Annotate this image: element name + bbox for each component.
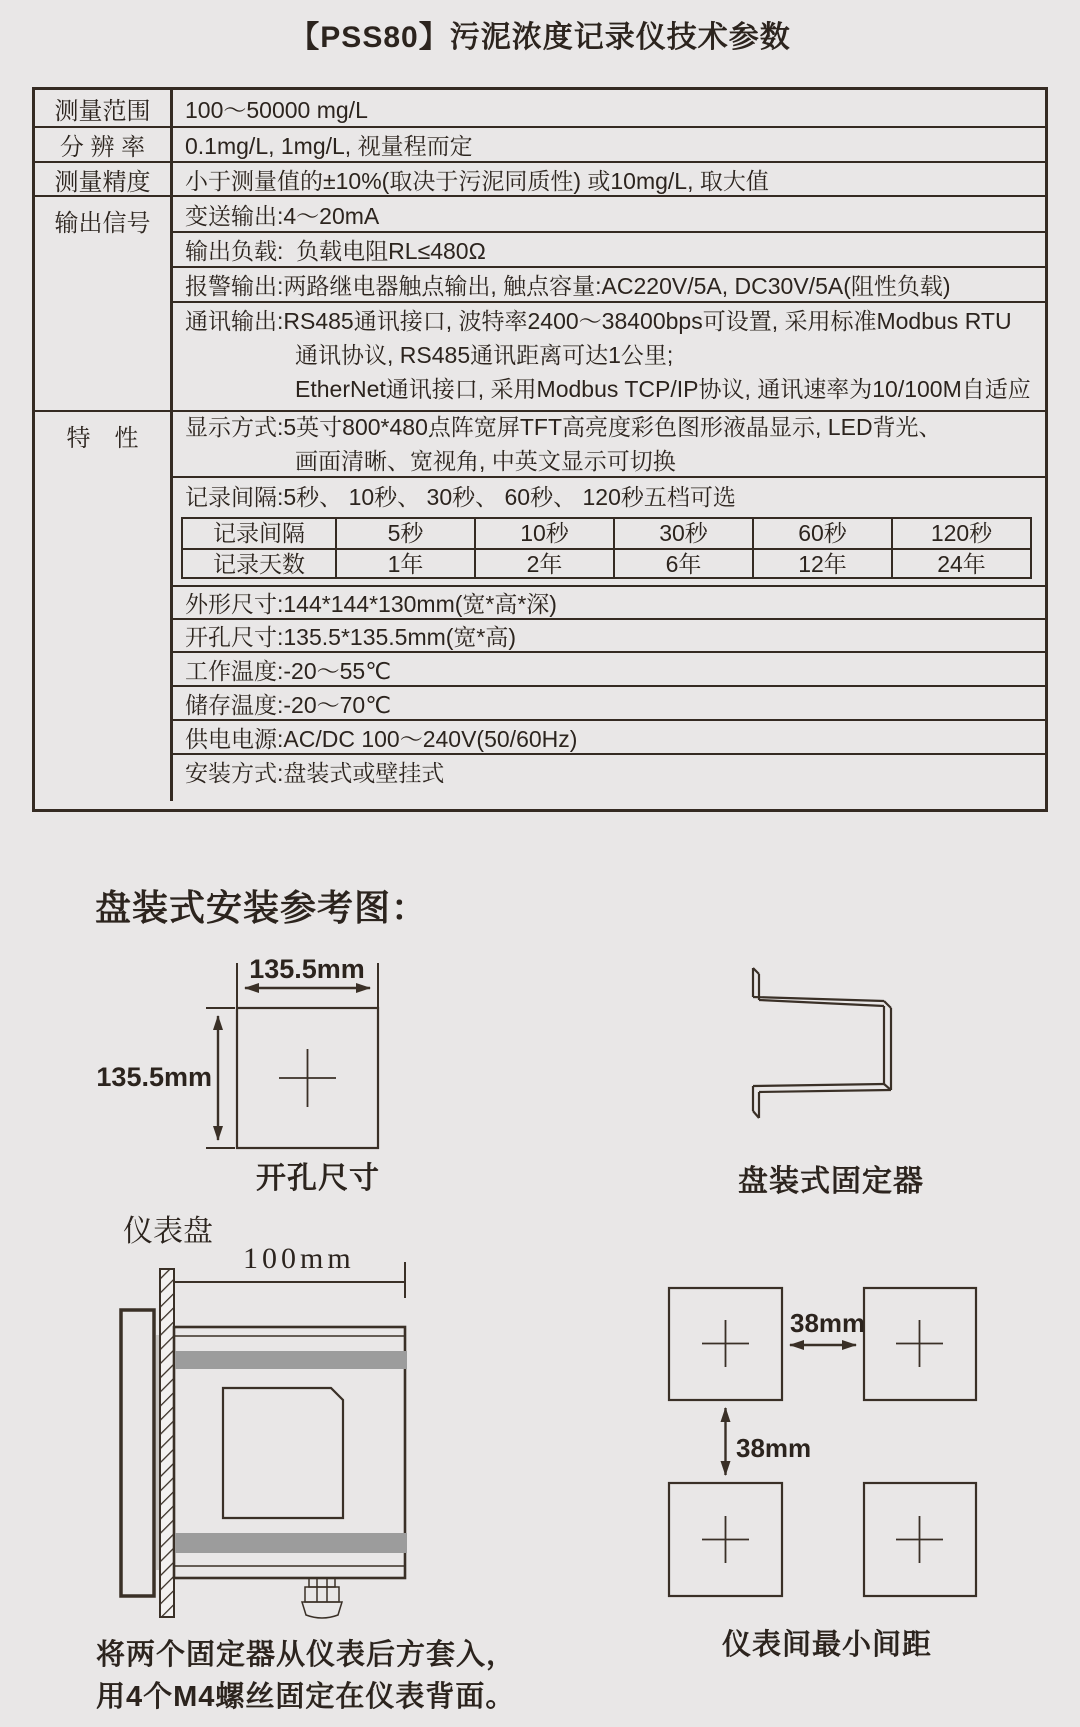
record-days-cell: 1年 bbox=[335, 548, 474, 577]
cutout-caption: 开孔尺寸 bbox=[256, 1162, 380, 1195]
spacing-v-label: 38mm bbox=[736, 1433, 812, 1463]
spec-table bbox=[32, 87, 1048, 812]
spec-row-label-features: 特 性 bbox=[35, 412, 173, 801]
record-header-cell: 5秒 bbox=[335, 519, 474, 548]
comm-line1: 通讯输出:RS485通讯接口, 波特率2400～38400bps可设置, 采用标准Modbus RTU bbox=[185, 307, 1012, 334]
spec-cell-transmit: 变送输出:4～20mA bbox=[185, 202, 380, 229]
record-table bbox=[181, 517, 1032, 579]
table-row bbox=[35, 126, 1045, 161]
spec-cell-cutout: 开孔尺寸:135.5*135.5mm(宽*高) bbox=[173, 618, 1045, 651]
panel-fixer-caption: 盘装式固定器 bbox=[738, 1165, 924, 1198]
page-title: 【PSS80】污泥浓度记录仪技术参数 bbox=[289, 21, 791, 54]
spec-row-label-resolution: 分 辨 率 bbox=[35, 128, 173, 161]
comm-line2: 通讯协议, RS485通讯距离可达1公里; bbox=[295, 341, 674, 368]
output-subrows bbox=[173, 197, 1045, 410]
spec-cell-range: 100～50000 mg/L bbox=[185, 96, 368, 123]
spec-cell-mounting: 安装方式:盘装式或壁挂式 bbox=[173, 753, 1045, 787]
table-row-features bbox=[35, 410, 1045, 801]
spec-row-label-accuracy: 测量精度 bbox=[35, 163, 173, 195]
spec-cell-accuracy: 小于测量值的±10%(取决于污泥同质性) 或10mg/L, 取大值 bbox=[185, 167, 769, 194]
comm-line3: EtherNet通讯接口, 采用Modbus TCP/IP协议, 通讯速率为10/100M自适应 bbox=[295, 375, 1031, 402]
install-heading: 盘装式安装参考图： bbox=[95, 887, 429, 928]
spec-cell-alarm: 报警输出:两路继电器触点输出, 触点容量:AC220V/5A, DC30V/5A(阻性负载) bbox=[173, 266, 1045, 301]
record-days-cell: 12年 bbox=[752, 548, 891, 577]
spec-cell-comm bbox=[173, 301, 1045, 406]
panel-fixer-diagram bbox=[740, 960, 900, 1130]
spec-cell-storage-temp: 储存温度:-20～70℃ bbox=[173, 685, 1045, 719]
spec-cell-record bbox=[173, 476, 1045, 585]
panel-label: 仪表盘 bbox=[123, 1215, 213, 1248]
install-note-line1: 将两个固定器从仪表后方套入， bbox=[96, 1639, 517, 1671]
record-header-cell: 记录间隔 bbox=[213, 520, 305, 546]
spec-cell-load: 输出负载: 负载电阻RL≤480Ω bbox=[173, 231, 1045, 266]
record-interval-text: 记录间隔:5秒、 10秒、 30秒、 60秒、 120秒五档可选 bbox=[185, 484, 736, 510]
record-days-cell: 2年 bbox=[474, 548, 613, 577]
spec-cell-work-temp: 工作温度:-20～55℃ bbox=[173, 651, 1045, 685]
table-row-output-signal bbox=[35, 195, 1045, 410]
cutout-width-label: 135.5mm bbox=[249, 954, 365, 984]
panel-width-label: 100mm bbox=[243, 1242, 355, 1275]
record-days-cell: 6年 bbox=[613, 548, 752, 577]
table-row bbox=[35, 90, 1045, 126]
spec-row-label-range: 测量范围 bbox=[35, 90, 173, 126]
table-row bbox=[35, 161, 1045, 195]
record-header-cell: 10秒 bbox=[474, 519, 613, 548]
record-header-cell: 30秒 bbox=[613, 519, 752, 548]
display-line2: 画面清晰、宽视角, 中英文显示可切换 bbox=[295, 448, 676, 474]
feature-subrows bbox=[173, 412, 1045, 801]
install-note-line2: 用4个M4螺丝固定在仪表背面。 bbox=[96, 1681, 516, 1713]
spec-row-label-output: 输出信号 bbox=[35, 197, 173, 410]
cutout-diagram bbox=[85, 938, 405, 1160]
display-line1: 显示方式:5英寸800*480点阵宽屏TFT高亮度彩色图形液晶显示, LED背光、 bbox=[185, 414, 942, 440]
side-view-diagram bbox=[85, 1240, 425, 1630]
spec-cell-power: 供电电源:AC/DC 100～240V(50/60Hz) bbox=[173, 719, 1045, 753]
record-days-cell: 记录天数 bbox=[183, 548, 335, 577]
spec-cell-display bbox=[173, 412, 1045, 476]
spec-cell-dimensions: 外形尺寸:144*144*130mm(宽*高*深) bbox=[173, 585, 1045, 618]
cutout-height-label: 135.5mm bbox=[96, 1062, 212, 1092]
spec-cell-resolution: 0.1mg/L, 1mg/L, 视量程而定 bbox=[185, 133, 473, 159]
spacing-diagram bbox=[650, 1280, 1000, 1600]
record-header-cell: 60秒 bbox=[752, 519, 891, 548]
spacing-h-label: 38mm bbox=[790, 1308, 866, 1338]
record-header-cell: 120秒 bbox=[891, 519, 1030, 548]
record-days-cell: 24年 bbox=[891, 548, 1030, 577]
spacing-caption: 仪表间最小间距 bbox=[722, 1629, 933, 1661]
